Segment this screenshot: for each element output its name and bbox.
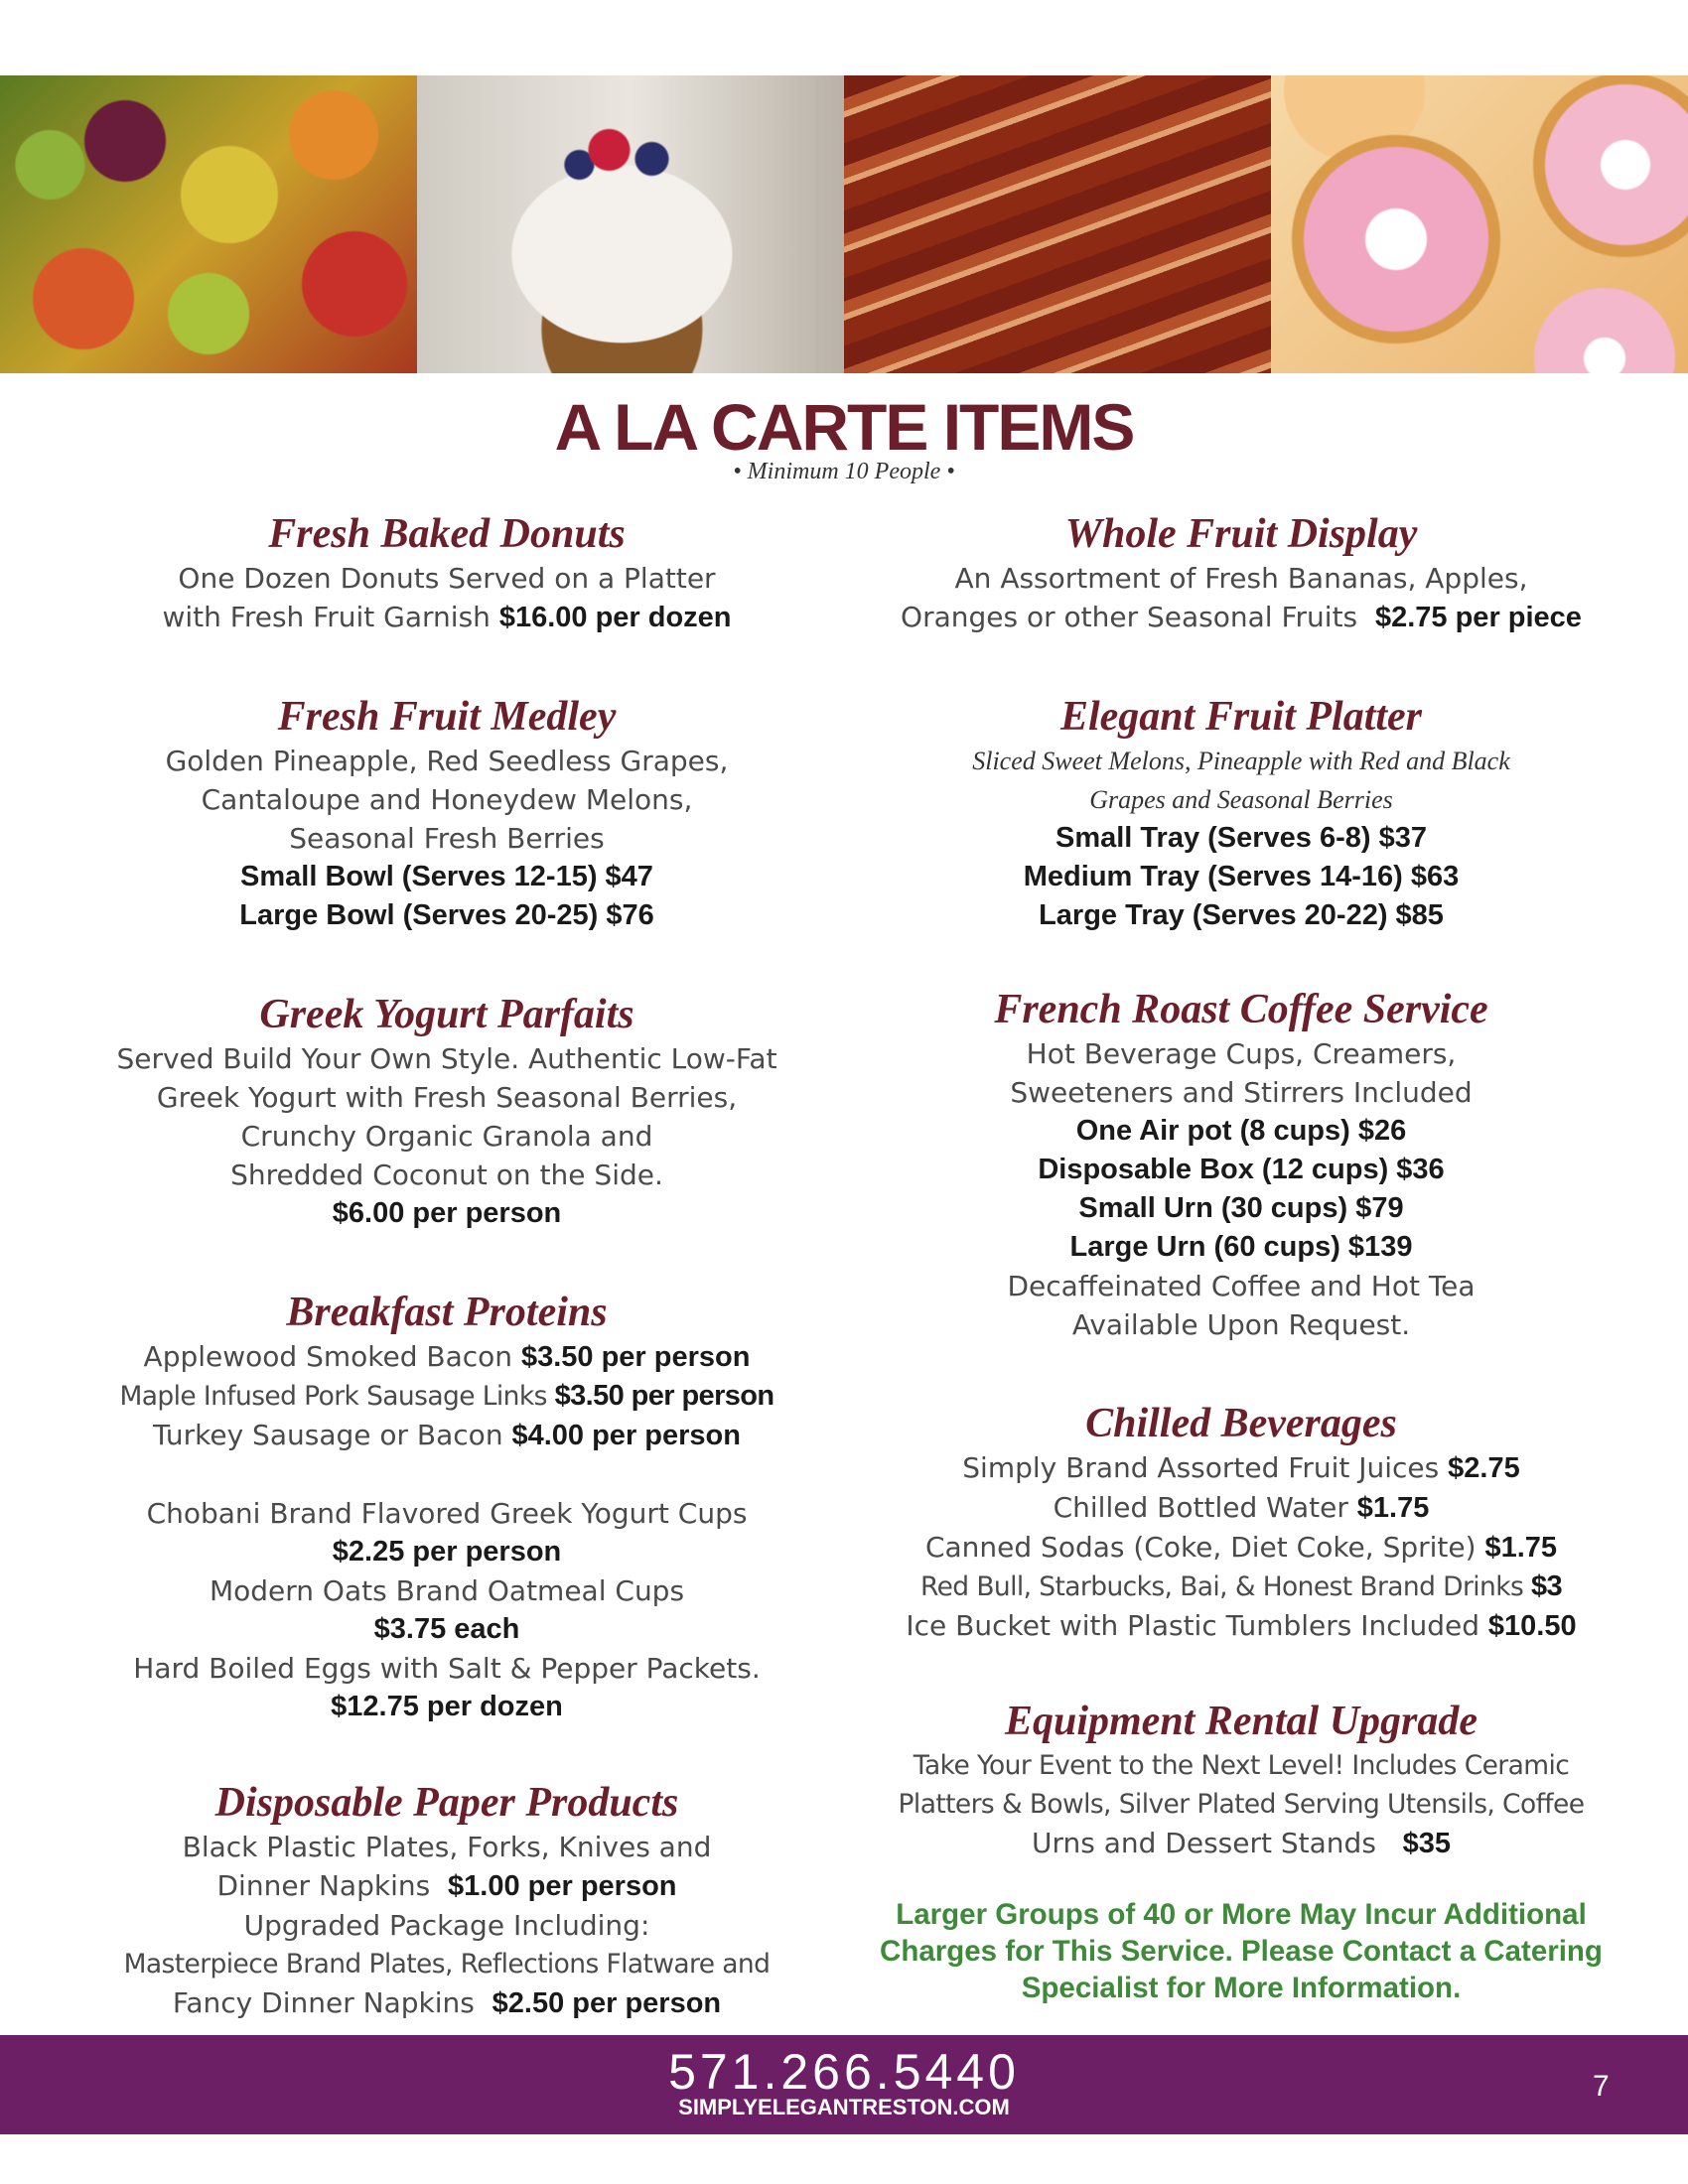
price: $4.00 per person: [511, 1420, 741, 1451]
description-line: Masterpiece Brand Plates, Reflections Flatware and: [123, 1949, 771, 1979]
price: $3: [1530, 1570, 1563, 1602]
description-line: Take Your Event to the Next Level! Includes Ceramic: [913, 1750, 1570, 1781]
price: $16.00 per dozen: [498, 602, 732, 633]
section-disposable-paper-products: [70, 1778, 824, 2023]
section-title: Fresh Fruit Medley: [277, 694, 617, 740]
section-title: French Roast Coffee Service: [994, 987, 1488, 1032]
price: $3.50 per person: [520, 1341, 751, 1373]
yogurt-parfait-photo: [417, 75, 844, 373]
menu-item: Ice Bucket with Plastic Tumblers Included $10.50: [906, 1609, 1577, 1642]
description-line: Oranges or other Seasonal Fruits $2.75 per piece: [901, 601, 1582, 633]
price-option: Small Urn (30 cups) $79: [1078, 1192, 1404, 1224]
section-french-roast-coffee-service: [864, 985, 1618, 1344]
price: $1.00 per person: [448, 1870, 677, 1902]
price: $2.75: [1448, 1452, 1520, 1484]
section-title: Fresh Baked Donuts: [268, 511, 626, 557]
price-option: One Air pot (8 cups) $26: [1075, 1115, 1407, 1147]
menu-item: Chobani Brand Flavored Greek Yogurt Cups: [146, 1497, 748, 1530]
section-title: Elegant Fruit Platter: [1059, 694, 1423, 740]
section-chilled-beverages: [864, 1399, 1618, 1646]
section-title: Greek Yogurt Parfaits: [259, 992, 634, 1037]
bacon-photo: [844, 75, 1271, 373]
price-option: Large Urn (60 cups) $139: [1069, 1231, 1413, 1263]
price: $2.75 per piece: [1374, 602, 1582, 633]
description-line: Platters & Bowls, Silver Plated Serving Utensils, Coffee: [898, 1789, 1585, 1820]
description-line: Sliced Sweet Melons, Pineapple with Red and Black: [972, 747, 1510, 775]
description-line: Grapes and Seasonal Berries: [1089, 785, 1393, 814]
section-equipment-rental-upgrade: [864, 1697, 1618, 1863]
price-option: Small Bowl (Serves 12-15) $47: [240, 861, 653, 892]
description-line: Crunchy Organic Granola and: [240, 1120, 653, 1153]
price: $1.75: [1356, 1492, 1430, 1524]
description-line: One Dozen Donuts Served on a Platter: [178, 562, 716, 595]
description-line: Cantaloupe and Honeydew Melons,: [201, 783, 693, 816]
price: $3.75 each: [373, 1613, 520, 1645]
description-line: Black Plastic Plates, Forks, Knives and: [182, 1831, 712, 1863]
note-line: Charges for This Service. Please Contact a Catering: [880, 1935, 1603, 1968]
section-title: Equipment Rental Upgrade: [1004, 1699, 1478, 1744]
section-title: Breakfast Proteins: [286, 1290, 608, 1335]
price: $2.25 per person: [332, 1536, 562, 1568]
price: $2.50 per person: [492, 1987, 722, 2019]
donuts-photo: [1271, 75, 1688, 373]
website-link[interactable]: SIMPLYELEGANTRESTON.COM: [678, 2095, 1010, 2119]
description-line: Dinner Napkins $1.00 per person: [216, 1869, 677, 1902]
page-subtitle: • Minimum 10 People •: [733, 459, 955, 484]
description-line: Shredded Coconut on the Side.: [230, 1159, 663, 1191]
description-line: with Fresh Fruit Garnish $16.00 per dozen: [162, 601, 732, 633]
menu-item: Red Bull, Starbucks, Bai, & Honest Brand Drinks $3: [919, 1570, 1563, 1602]
price-option: Medium Tray (Serves 14-16) $63: [1023, 861, 1460, 892]
description-line: Urns and Dessert Stands $35: [1031, 1827, 1452, 1859]
section-title: Whole Fruit Display: [1064, 511, 1418, 557]
photo-strip: [0, 75, 1688, 373]
page-title: A LA CARTE ITEMS: [554, 390, 1134, 464]
menu-item: Canned Sodas (Coke, Diet Coke, Sprite) $1.75: [924, 1531, 1558, 1564]
section-title: Disposable Paper Products: [214, 1780, 679, 1826]
section-title: Chilled Beverages: [1085, 1401, 1397, 1446]
menu-item: Hard Boiled Eggs with Salt & Pepper Packets.: [133, 1652, 761, 1685]
price: $3.50 per person: [554, 1380, 774, 1412]
price-option: Large Bowl (Serves 20-25) $76: [239, 899, 654, 931]
menu-item: Chilled Bottled Water $1.75: [1053, 1491, 1430, 1524]
description-line: Served Build Your Own Style. Authentic Low-Fat: [116, 1042, 777, 1075]
description-line: Greek Yogurt with Fresh Seasonal Berries,: [156, 1081, 738, 1114]
spacer: [70, 1455, 824, 1494]
description-line: Sweeteners and Stirrers Included: [1010, 1076, 1473, 1109]
section-breakfast-proteins: [70, 1288, 824, 1726]
menu-item: Modern Oats Brand Oatmeal Cups: [209, 1574, 685, 1607]
description-line: An Assortment of Fresh Bananas, Apples,: [954, 562, 1528, 595]
section-fresh-baked-donuts: [70, 509, 824, 637]
note-line: Specialist for More Information.: [1021, 1972, 1462, 2004]
price-option: Large Tray (Serves 20-22) $85: [1039, 899, 1444, 931]
page-number: 7: [1593, 2070, 1610, 2103]
menu-item: Maple Infused Pork Sausage Links $3.50 per person: [119, 1380, 774, 1412]
price-option: Disposable Box (12 cups) $36: [1038, 1154, 1445, 1185]
description-line: Golden Pineapple, Red Seedless Grapes,: [165, 745, 729, 777]
section-whole-fruit-display: [864, 509, 1618, 637]
price: $35: [1402, 1828, 1452, 1859]
description-line: Seasonal Fresh Berries: [289, 822, 605, 855]
price-option: Small Tray (Serves 6-8) $37: [1055, 822, 1427, 854]
description-line: Fancy Dinner Napkins $2.50 per person: [172, 1986, 722, 2019]
fruit-photo: [0, 75, 417, 373]
price: $1.75: [1484, 1532, 1558, 1564]
section-elegant-fruit-platter: [864, 692, 1618, 935]
menu-item: Applewood Smoked Bacon $3.50 per person: [143, 1340, 751, 1373]
phone-number[interactable]: 571.266.5440: [668, 2044, 1020, 2100]
large-group-note: [864, 1896, 1618, 2006]
price: $6.00 per person: [332, 1197, 562, 1229]
menu-item: Simply Brand Assorted Fruit Juices $2.75: [962, 1451, 1520, 1484]
description-line: Hot Beverage Cups, Creamers,: [1026, 1037, 1457, 1070]
description-line: Upgraded Package Including:: [243, 1909, 650, 1942]
note-line: Larger Groups of 40 or More May Incur Additional: [896, 1898, 1587, 1931]
description-line: Decaffeinated Coffee and Hot Tea: [1007, 1270, 1476, 1302]
price: $12.75 per dozen: [331, 1691, 563, 1722]
price: $10.50: [1487, 1610, 1577, 1642]
menu-item: Turkey Sausage or Bacon $4.00 per person: [153, 1419, 741, 1451]
section-greek-yogurt-parfaits: [70, 990, 824, 1233]
section-fresh-fruit-medley: [70, 692, 824, 935]
description-line: Available Upon Request.: [1071, 1308, 1411, 1341]
